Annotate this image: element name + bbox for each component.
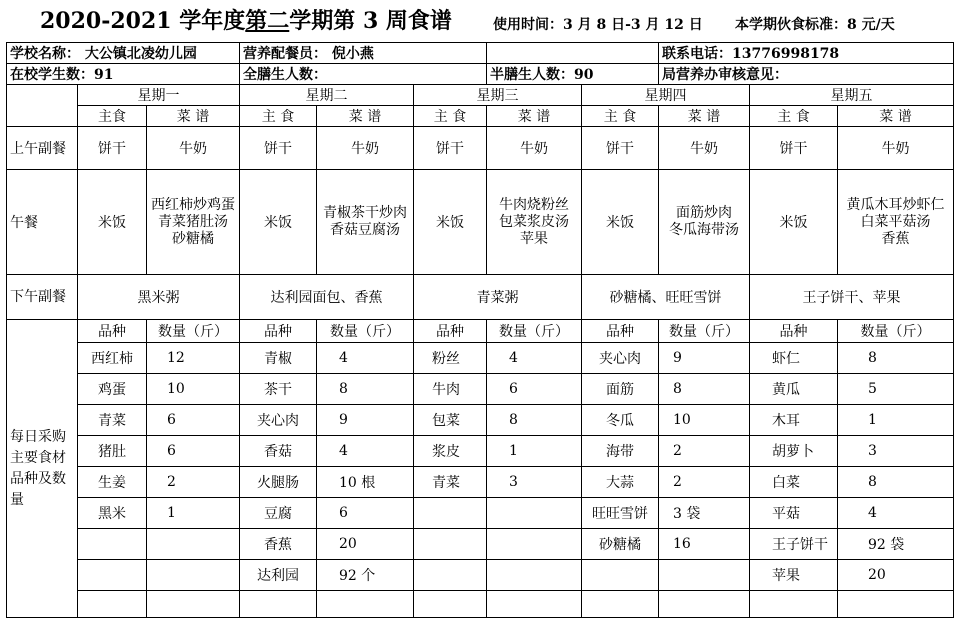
day-header: 星期二 (240, 85, 414, 106)
variety-cell: 砂糖橘 (582, 529, 659, 560)
usage-time: 使用时间：3 月 8 日-3 月 12 日 (493, 17, 703, 33)
staple-cell: 饼干 (78, 127, 147, 170)
qty-cell (487, 560, 582, 591)
qty-cell: 8 (659, 374, 750, 405)
day-header: 星期一 (78, 85, 240, 106)
qty-cell: 6 (317, 498, 414, 529)
variety-cell: 白菜 (750, 467, 838, 498)
variety-cell (414, 529, 487, 560)
staple-cell: 米饭 (78, 170, 147, 275)
purchase-row (7, 467, 954, 498)
qty-cell: 9 (317, 405, 414, 436)
variety-header: 品种 (78, 320, 147, 343)
dish-header: 菜 谱 (838, 106, 954, 127)
variety-cell: 黄瓜 (750, 374, 838, 405)
staple-cell: 饼干 (240, 127, 317, 170)
variety-cell: 青菜 (414, 467, 487, 498)
dish-cell: 黄瓜木耳炒虾仁 白菜平菇汤 香蕉 (838, 170, 954, 275)
qty-cell: 6 (487, 374, 582, 405)
qty-cell: 1 (487, 436, 582, 467)
qty-cell: 1 (838, 405, 954, 436)
qty-cell (147, 560, 240, 591)
meal-standard: 本学期伙食标准：8 元/天 (735, 17, 895, 33)
dish-header: 菜 谱 (317, 106, 414, 127)
dish-cell: 牛奶 (659, 127, 750, 170)
variety-cell: 豆腐 (240, 498, 317, 529)
staple-cell: 米饭 (240, 170, 317, 275)
day-header: 星期五 (750, 85, 954, 106)
qty-cell: 2 (147, 467, 240, 498)
qty-cell: 8 (838, 467, 954, 498)
weekday-row (7, 85, 954, 106)
lunch-row (7, 170, 954, 275)
qty-cell (659, 560, 750, 591)
qty-cell: 8 (838, 343, 954, 374)
qty-cell (487, 498, 582, 529)
qty-header: 数量（斤） (147, 320, 240, 343)
qty-header: 数量（斤） (659, 320, 750, 343)
page-title: 2020-2021 学年度第二学期第 3 周食谱 (40, 8, 452, 34)
variety-cell: 大蒜 (582, 467, 659, 498)
qty-cell: 12 (147, 343, 240, 374)
variety-cell: 浆皮 (414, 436, 487, 467)
afternoon-snack-row (7, 275, 954, 320)
qty-cell: 10 根 (317, 467, 414, 498)
variety-cell: 青菜 (78, 405, 147, 436)
qty-cell: 8 (317, 374, 414, 405)
staple-header: 主 食 (414, 106, 487, 127)
school-name: 学校名称： 大公镇北凌幼儿园 (7, 43, 240, 64)
qty-cell: 20 (317, 529, 414, 560)
variety-cell: 达利园 (240, 560, 317, 591)
staple-cell: 饼干 (750, 127, 838, 170)
qty-cell: 92 个 (317, 560, 414, 591)
variety-cell (414, 560, 487, 591)
qty-cell: 16 (659, 529, 750, 560)
variety-cell: 西红柿 (78, 343, 147, 374)
purchase-row (7, 436, 954, 467)
variety-cell: 海带 (582, 436, 659, 467)
variety-header: 品种 (240, 320, 317, 343)
purchase-row (7, 343, 954, 374)
qty-cell: 9 (659, 343, 750, 374)
staple-header: 主 食 (582, 106, 659, 127)
purchase-row (7, 374, 954, 405)
qty-cell: 8 (487, 405, 582, 436)
staple-header: 主 食 (240, 106, 317, 127)
variety-cell: 香蕉 (240, 529, 317, 560)
variety-cell (78, 591, 147, 618)
qty-cell: 5 (838, 374, 954, 405)
qty-cell (317, 591, 414, 618)
variety-cell: 香菇 (240, 436, 317, 467)
staple-cell: 饼干 (414, 127, 487, 170)
qty-cell: 92 袋 (838, 529, 954, 560)
dish-cell: 牛奶 (147, 127, 240, 170)
row-label: 下午副餐 (7, 275, 78, 320)
info-row-1 (7, 43, 954, 64)
dish-cell: 牛奶 (317, 127, 414, 170)
variety-cell: 包菜 (414, 405, 487, 436)
qty-header: 数量（斤） (487, 320, 582, 343)
menu-table (6, 42, 954, 618)
dish-cell: 面筋炒肉 冬瓜海带汤 (659, 170, 750, 275)
variety-cell (414, 498, 487, 529)
variety-cell: 猪肚 (78, 436, 147, 467)
qty-cell (838, 591, 954, 618)
qty-cell: 4 (317, 343, 414, 374)
qty-cell (487, 591, 582, 618)
row-label: 午餐 (7, 170, 78, 275)
dish-cell: 西红柿炒鸡蛋 青菜猪肚汤 砂糖橘 (147, 170, 240, 275)
variety-header: 品种 (750, 320, 838, 343)
variety-cell: 旺旺雪饼 (582, 498, 659, 529)
staple-cell: 米饭 (414, 170, 487, 275)
qty-cell (147, 529, 240, 560)
staple-header: 主 食 (750, 106, 838, 127)
variety-cell (582, 591, 659, 618)
variety-cell: 生姜 (78, 467, 147, 498)
snack-cell: 黑米粥 (78, 275, 240, 320)
qty-cell: 3 袋 (659, 498, 750, 529)
variety-cell: 平菇 (750, 498, 838, 529)
variety-cell: 青椒 (240, 343, 317, 374)
day-header: 星期四 (582, 85, 750, 106)
variety-cell: 面筋 (582, 374, 659, 405)
variety-cell: 王子饼干 (750, 529, 838, 560)
qty-cell: 4 (838, 498, 954, 529)
qty-cell: 3 (838, 436, 954, 467)
day-header: 星期三 (414, 85, 582, 106)
purchase-row (7, 405, 954, 436)
snack-cell: 青菜粥 (414, 275, 582, 320)
qty-cell: 20 (838, 560, 954, 591)
snack-cell: 达利园面包、香蕉 (240, 275, 414, 320)
morning-snack-row (7, 127, 954, 170)
variety-cell: 木耳 (750, 405, 838, 436)
variety-cell: 黑米 (78, 498, 147, 529)
dish-cell: 牛奶 (487, 127, 582, 170)
qty-cell: 4 (317, 436, 414, 467)
dish-cell: 牛肉烧粉丝 包菜浆皮汤 苹果 (487, 170, 582, 275)
qty-cell: 10 (147, 374, 240, 405)
staple-cell: 饼干 (582, 127, 659, 170)
variety-cell: 夹心肉 (582, 343, 659, 374)
variety-cell: 火腿肠 (240, 467, 317, 498)
subheader-row (7, 106, 954, 127)
review-opinion: 局营养办审核意见： (659, 64, 954, 85)
snack-cell: 砂糖橘、旺旺雪饼 (582, 275, 750, 320)
dish-cell: 青椒茶干炒肉 香菇豆腐汤 (317, 170, 414, 275)
staple-cell: 米饭 (750, 170, 838, 275)
variety-cell: 苹果 (750, 560, 838, 591)
variety-cell (78, 560, 147, 591)
variety-cell (240, 591, 317, 618)
qty-cell: 2 (659, 436, 750, 467)
variety-cell: 冬瓜 (582, 405, 659, 436)
staple-header: 主食 (78, 106, 147, 127)
header (0, 0, 955, 42)
qty-cell: 6 (147, 405, 240, 436)
student-count: 在校学生数：91 (7, 64, 240, 85)
phone: 联系电话：13776998178 (659, 43, 954, 64)
dish-header: 菜 谱 (147, 106, 240, 127)
variety-cell (582, 560, 659, 591)
variety-cell: 粉丝 (414, 343, 487, 374)
variety-cell: 茶干 (240, 374, 317, 405)
dish-header: 菜 谱 (659, 106, 750, 127)
qty-cell: 10 (659, 405, 750, 436)
qty-cell (487, 529, 582, 560)
qty-cell: 6 (147, 436, 240, 467)
nutritionist: 营养配餐员： 倪小燕 (240, 43, 487, 64)
variety-header: 品种 (414, 320, 487, 343)
purchase-header-row (7, 320, 954, 343)
qty-cell (659, 591, 750, 618)
qty-cell: 4 (487, 343, 582, 374)
variety-cell (78, 529, 147, 560)
qty-header: 数量（斤） (317, 320, 414, 343)
purchase-row (7, 591, 954, 618)
variety-header: 品种 (582, 320, 659, 343)
dish-cell: 牛奶 (838, 127, 954, 170)
purchase-label: 每日采购主要食材品种及数量 (7, 320, 78, 618)
full-meal-count: 全膳生人数： (240, 64, 487, 85)
variety-cell: 胡萝卜 (750, 436, 838, 467)
variety-cell: 夹心肉 (240, 405, 317, 436)
qty-header: 数量（斤） (838, 320, 954, 343)
variety-cell: 鸡蛋 (78, 374, 147, 405)
qty-cell: 2 (659, 467, 750, 498)
qty-cell: 1 (147, 498, 240, 529)
row-label: 上午副餐 (7, 127, 78, 170)
snack-cell: 王子饼干、苹果 (750, 275, 954, 320)
purchase-row (7, 529, 954, 560)
purchase-row (7, 560, 954, 591)
variety-cell: 牛肉 (414, 374, 487, 405)
dish-header: 菜 谱 (487, 106, 582, 127)
half-meal-count: 半膳生人数：90 (487, 64, 659, 85)
qty-cell (147, 591, 240, 618)
variety-cell: 虾仁 (750, 343, 838, 374)
purchase-row (7, 498, 954, 529)
variety-cell (414, 591, 487, 618)
qty-cell: 3 (487, 467, 582, 498)
staple-cell: 米饭 (582, 170, 659, 275)
variety-cell (750, 591, 838, 618)
info-row-2 (7, 64, 954, 85)
